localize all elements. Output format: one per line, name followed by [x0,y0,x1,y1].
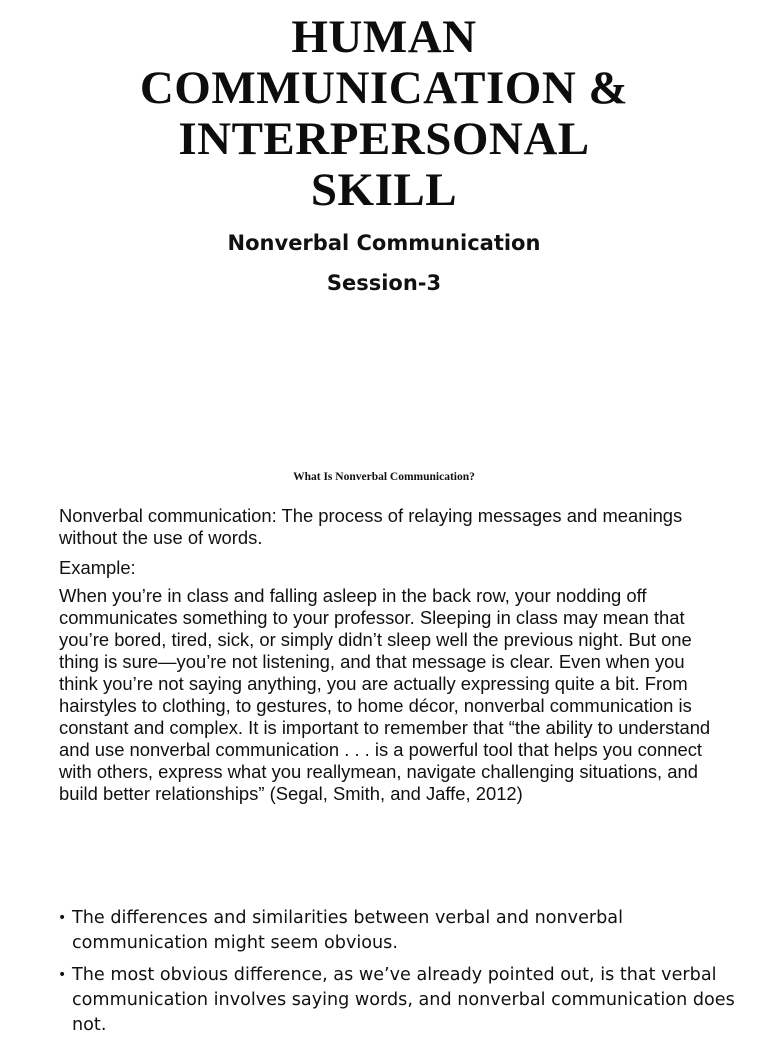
bullet-item [58,906,738,956]
bullet-text: The most obvious difference, as we’ve already pointed out, is that verbal communication involves saying words, and nonverbal communication does not. [72,965,735,1035]
subtitle: Nonverbal Communication [227,231,541,255]
title-line-3: INTERPERSONAL [178,113,590,165]
bullet-item [58,963,738,1038]
bullet-icon: • [58,910,67,926]
title-line-2: COMMUNICATION & [139,62,629,114]
bullet-text: The differences and similarities between verbal and nonverbal communication might seem obvious. [72,908,623,953]
example-paragraph [59,585,719,805]
definition-text: Nonverbal communication: The process of relaying messages and meanings without the use of words. [59,505,683,548]
session-label: Session-3 [326,271,442,295]
bullet-list [58,906,738,1045]
example-text: When you’re in class and falling asleep in the back row, your nodding off communicates something to your professor. Sleeping in class may mean that you’re bored, tired, sick, or simply didn’t sleep well the previous night. But one thing is sure—you’re not listening, and that message is clear. Even when you think you’re not saying anything, you are actually expressing quite a bit. From hairstyles to clothing, to gestures, to home décor, nonverbal communication is constant and complex. It is important to remember that “the ability to understand and use nonverbal communication . . . is a powerful tool that helps you connect with others, express what you reallymean, navigate challenging situations, and build better relationships” (Segal, Smith, and Jaffe, 2012) [59,585,711,804]
definition-paragraph [59,505,719,549]
title-line-1: HUMAN [291,11,477,63]
document-title [0,12,768,216]
example-label-block [59,557,719,579]
title-line-4: SKILL [310,164,458,216]
bullet-icon: • [58,967,67,983]
section-heading: What Is Nonverbal Communication? [293,471,475,483]
example-label: Example: [59,557,136,578]
